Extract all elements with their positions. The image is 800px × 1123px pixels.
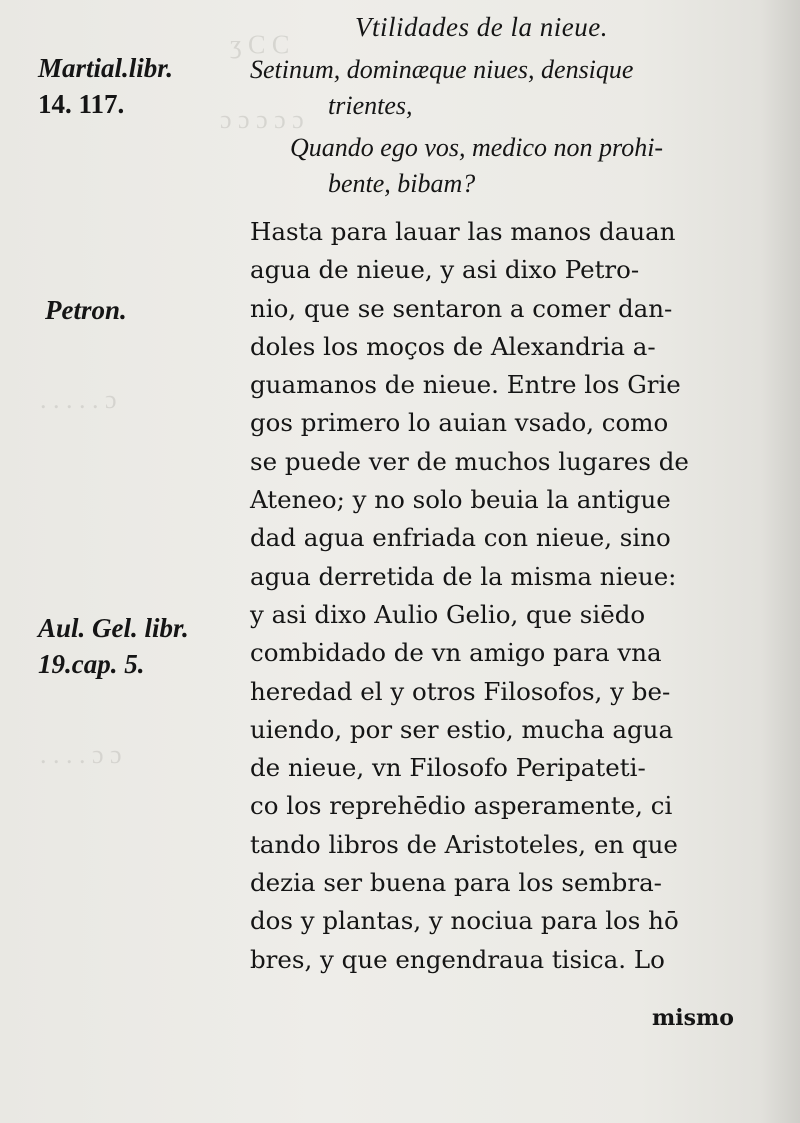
marginal-note-line: Petron.: [45, 295, 127, 325]
show-through-texture: . . . . . ɔ: [40, 385, 117, 414]
marginal-note-gelio: [38, 610, 189, 682]
body-line: agua de nieue, y asi dixo Petro-: [250, 255, 640, 285]
show-through-texture: ʒ Ϲ Ϲ: [230, 30, 290, 59]
body-text: [250, 213, 760, 979]
body-line: dos y plantas, y nociua para los hō: [250, 906, 679, 936]
body-line: combidado de vn amigo para vna: [250, 638, 662, 668]
body-line: de nieue, vn Filosofo Peripateti-: [250, 753, 646, 783]
body-line: Hasta para lauar las manos dauan: [250, 217, 676, 246]
body-line: bres, y que engendraua tisica. Lo: [250, 944, 665, 974]
body-line: doles los moços de Alexandria a-: [250, 331, 656, 361]
body-line: uiendo, por ser estio, mucha agua: [250, 714, 674, 744]
show-through-texture: ɔ ɔ ɔ ɔ ɔ: [220, 105, 304, 134]
body-line: Ateneo; y no solo beuia la antigue: [250, 485, 671, 515]
marginal-note-line: Aul. Gel. libr.: [38, 613, 189, 643]
body-line: co los reprehēdio asperamente, ci: [250, 791, 673, 821]
body-line: tando libros de Aristoteles, en que: [250, 829, 678, 859]
marginal-note-line: Martial.libr.: [38, 53, 174, 83]
verse-line: trientes,: [328, 91, 413, 120]
running-title: Vtilidades de la nieue.: [355, 12, 608, 42]
verse-line: bente, bibam?: [328, 169, 476, 198]
body-line: heredad el y otros Filosofos, y be-: [250, 676, 671, 706]
body-line: se puede ver de muchos lugares de: [250, 446, 689, 476]
marginal-note-line: 19.cap. 5.: [38, 649, 145, 679]
show-through-texture: . . . . ɔ ɔ: [40, 740, 122, 769]
body-line: dad agua enfriada con nieue, sino: [250, 523, 671, 553]
marginal-note-martial: [38, 50, 173, 122]
verse-line: Setinum, dominæque niues, densique: [250, 55, 634, 84]
body-line: agua derretida de la misma nieue:: [250, 561, 677, 591]
marginal-note-line: 14. 117.: [38, 89, 125, 119]
body-line: nio, que se sentaron a comer dan-: [250, 293, 673, 323]
verse-line: Quando ego vos, medico non prohi-: [290, 133, 664, 162]
body-line: gos primero lo auian vsado, como: [250, 408, 669, 438]
body-line: y asi dixo Aulio Gelio, que siēdo: [250, 599, 646, 629]
catchword: mismo: [652, 1005, 734, 1031]
body-line: guamanos de nieue. Entre los Grie: [250, 370, 681, 400]
marginal-note-petron: [45, 292, 127, 328]
body-line: dezia ser buena para los sembra-: [250, 868, 662, 898]
